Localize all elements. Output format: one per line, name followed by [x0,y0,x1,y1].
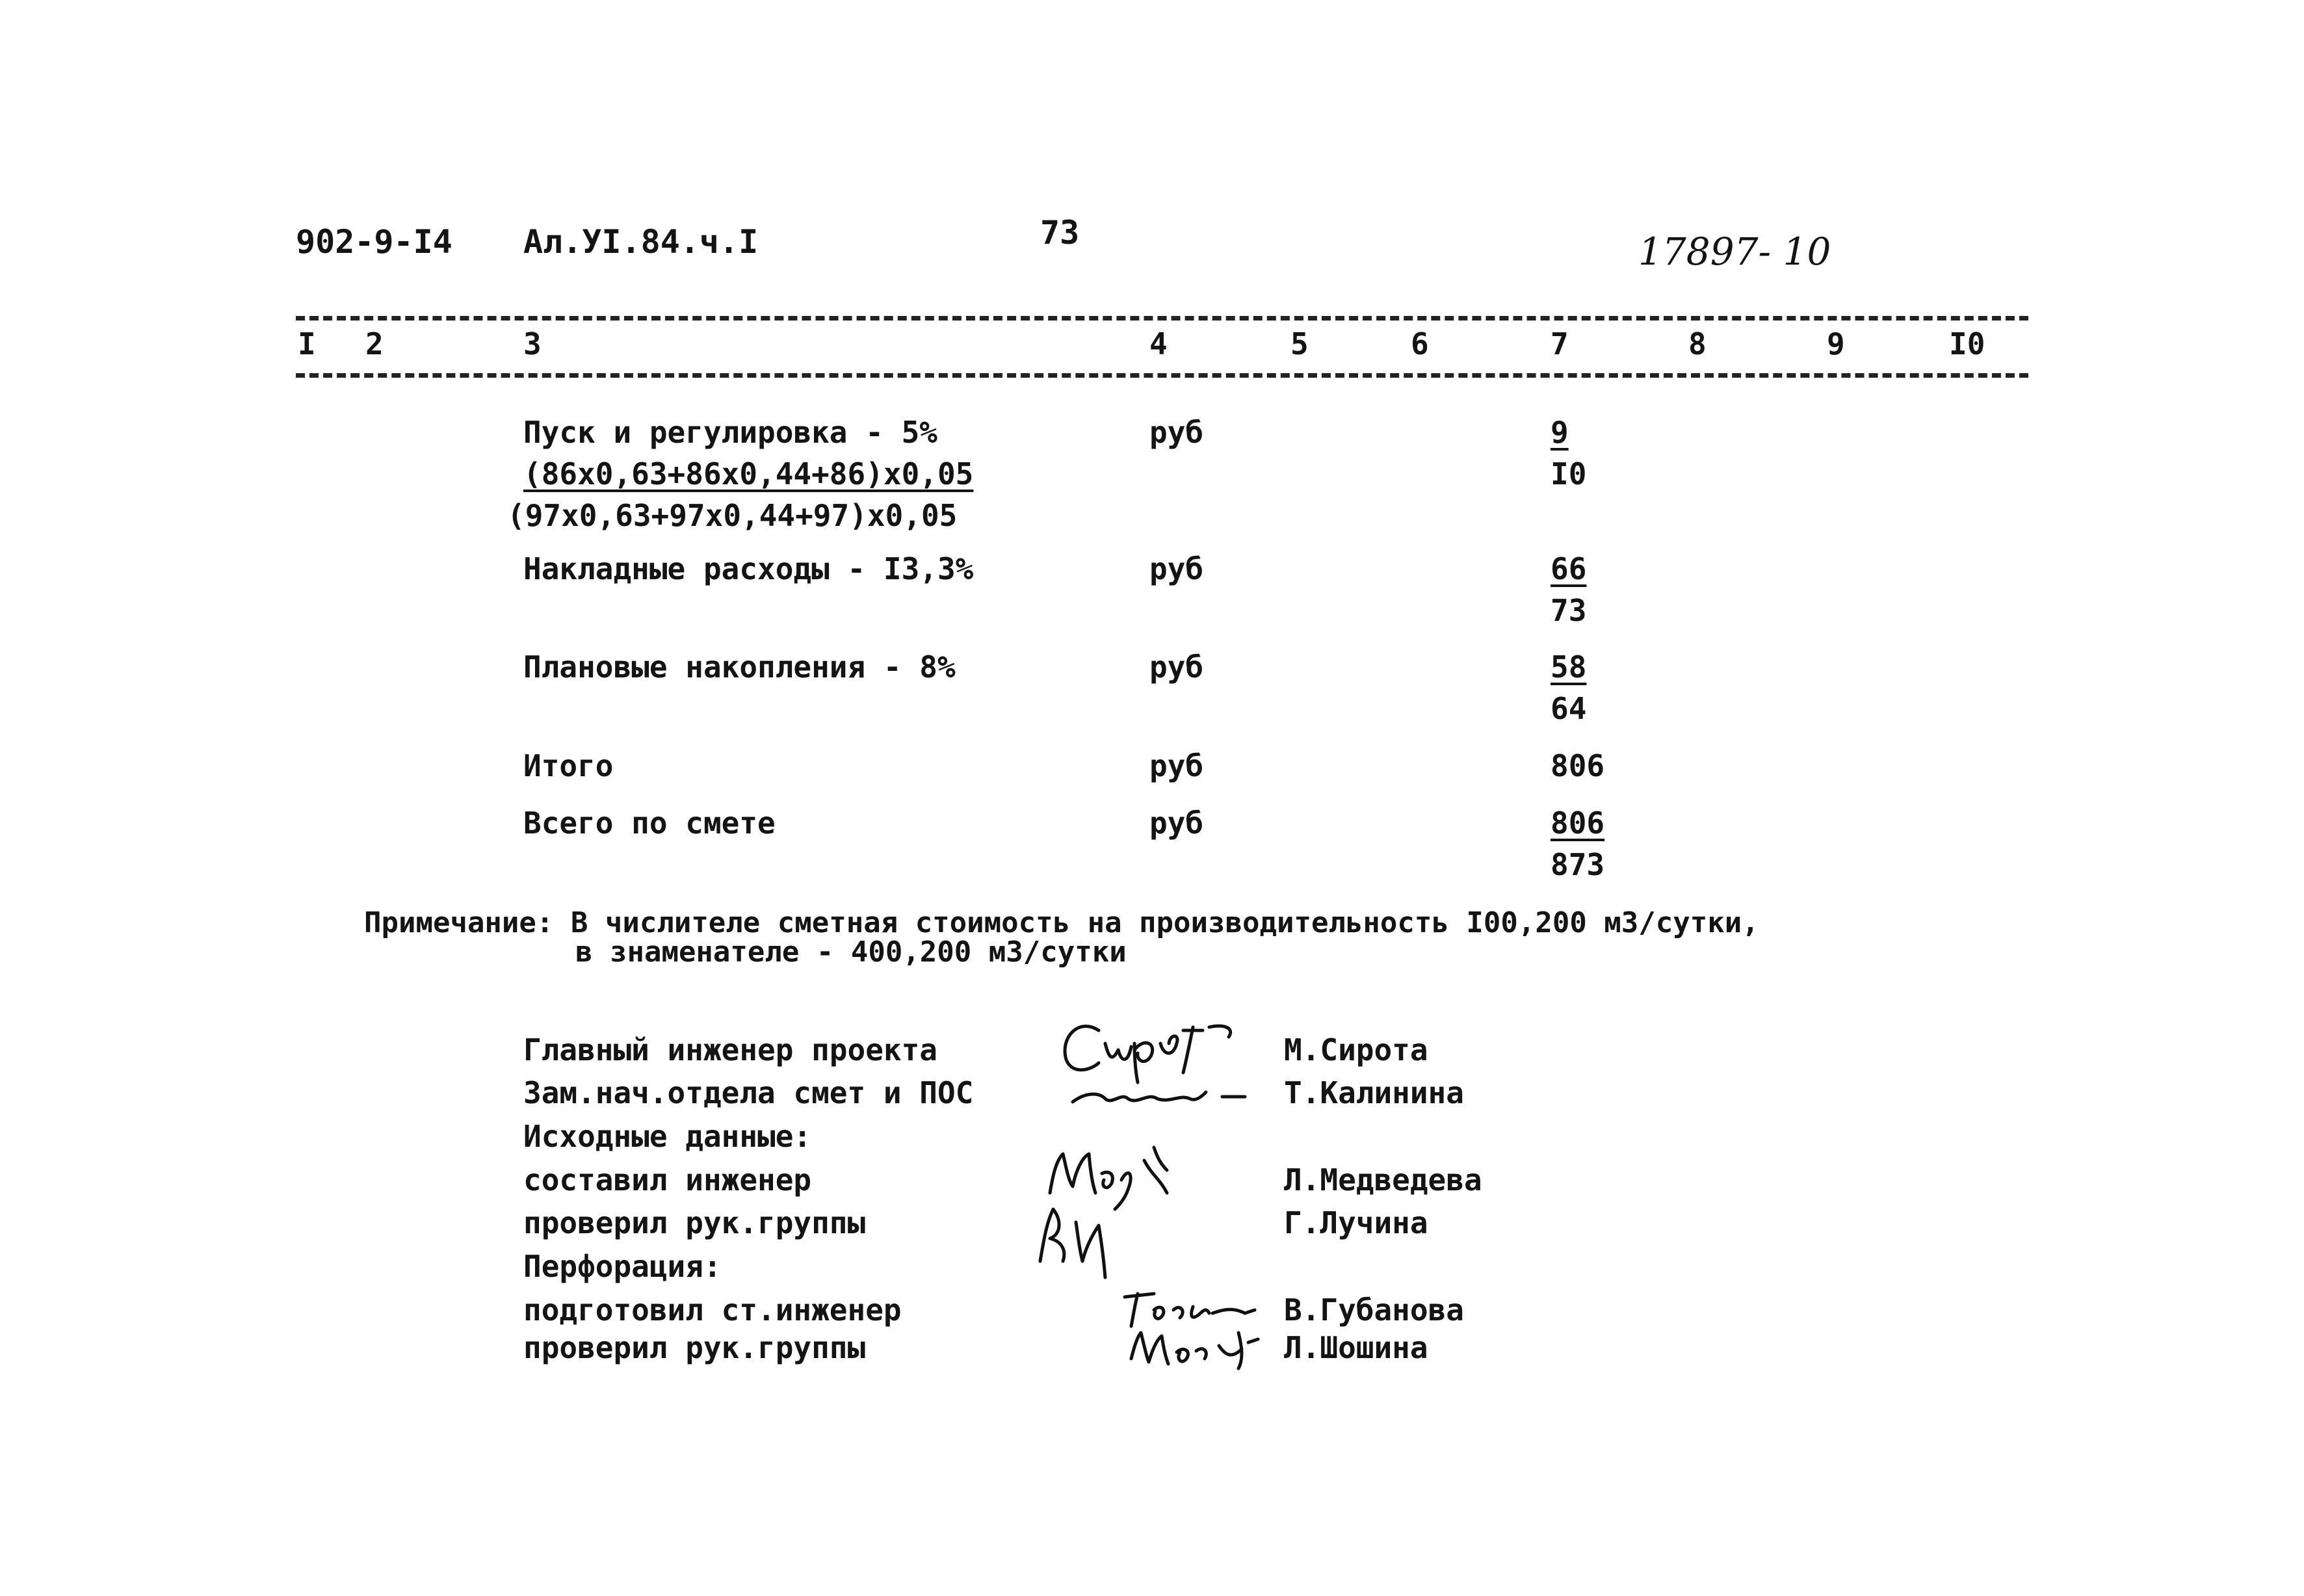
row-value: 806 [1551,748,1605,783]
row-value-fraction [1551,649,1587,726]
column-number: 7 [1551,326,1569,361]
signatory-name: В.Губанова [1284,1292,1464,1328]
column-number: 6 [1411,326,1429,361]
row-value-fraction [1551,417,1586,489]
column-number: 9 [1827,326,1845,361]
row-formula-numerator: (86x0,63+86x0,44+86)x0,05 [523,456,974,491]
signature-role: составил инженер [523,1162,812,1197]
row-value-fraction [1551,551,1587,628]
column-number: I0 [1949,326,1985,361]
note-line-2: в знаменателе - 400,200 м3/сутки [575,935,1127,969]
signatory-name: М.Сирота [1284,1032,1428,1067]
signature-luchina [1027,1196,1131,1281]
value-numerator: 66 [1551,551,1587,586]
signature-kalinina [1066,1076,1261,1115]
value-numerator: 9 [1551,415,1569,450]
row-formula-denominator: (97x0,63+97x0,44+97)x0,05 [507,498,958,533]
row-unit: руб [1149,649,1204,685]
column-number: 4 [1149,326,1168,361]
value-denominator: 873 [1551,847,1605,882]
row-unit: руб [1149,805,1204,841]
column-number: 3 [523,326,542,361]
row-title: Плановые накопления - 8% [523,649,956,685]
note-line-1: Примечание: В числителе сметная стоимость на производительность I00,200 м3/сутки, [364,906,1759,939]
value-denominator: 73 [1551,593,1587,628]
column-number: 8 [1688,326,1707,361]
signature-role: проверил рук.группы [523,1330,866,1365]
signatory-name: Т.Калинина [1284,1075,1464,1110]
signature-shoshina [1121,1320,1264,1372]
row-title: Итого [523,748,614,783]
value-numerator: 58 [1551,649,1587,685]
signature-role: проверил рук.группы [523,1205,866,1240]
row-value-fraction [1551,805,1605,882]
page-number: 73 [1040,214,1080,252]
document-code: 902-9-I4 [296,223,452,261]
row-title: Всего по смете [523,805,776,841]
header-top-rule [296,316,2028,321]
signature-role: Перфорация: [523,1249,722,1284]
header-bottom-rule [296,373,2028,378]
signatory-name: Л.Шошина [1284,1330,1428,1365]
value-numerator: 806 [1551,805,1605,841]
row-unit: руб [1149,551,1204,586]
column-number: 5 [1290,326,1309,361]
column-number: I [298,326,316,361]
column-number: 2 [365,326,384,361]
row-unit: руб [1149,415,1204,450]
signatory-name: Л.Медведева [1284,1162,1482,1197]
value-denominator: 64 [1551,691,1587,726]
signature-role: Зам.нач.отдела смет и ПОС [523,1075,974,1110]
row-title: Накладные расходы - I3,3% [523,551,974,586]
value-denominator: I0 [1551,456,1587,491]
signatory-name: Г.Лучина [1284,1205,1428,1240]
handwritten-sheet-number: 17897- 10 [1638,229,1831,274]
row-unit: руб [1149,748,1204,783]
row-title: Пуск и регулировка - 5% [523,415,937,450]
signature-role: Исходные данные: [523,1119,812,1154]
signature-role: подготовил ст.инженер [523,1292,902,1328]
album-reference: Ал.УI.84.ч.I [523,223,759,261]
signature-role: Главный инженер проекта [523,1032,937,1067]
